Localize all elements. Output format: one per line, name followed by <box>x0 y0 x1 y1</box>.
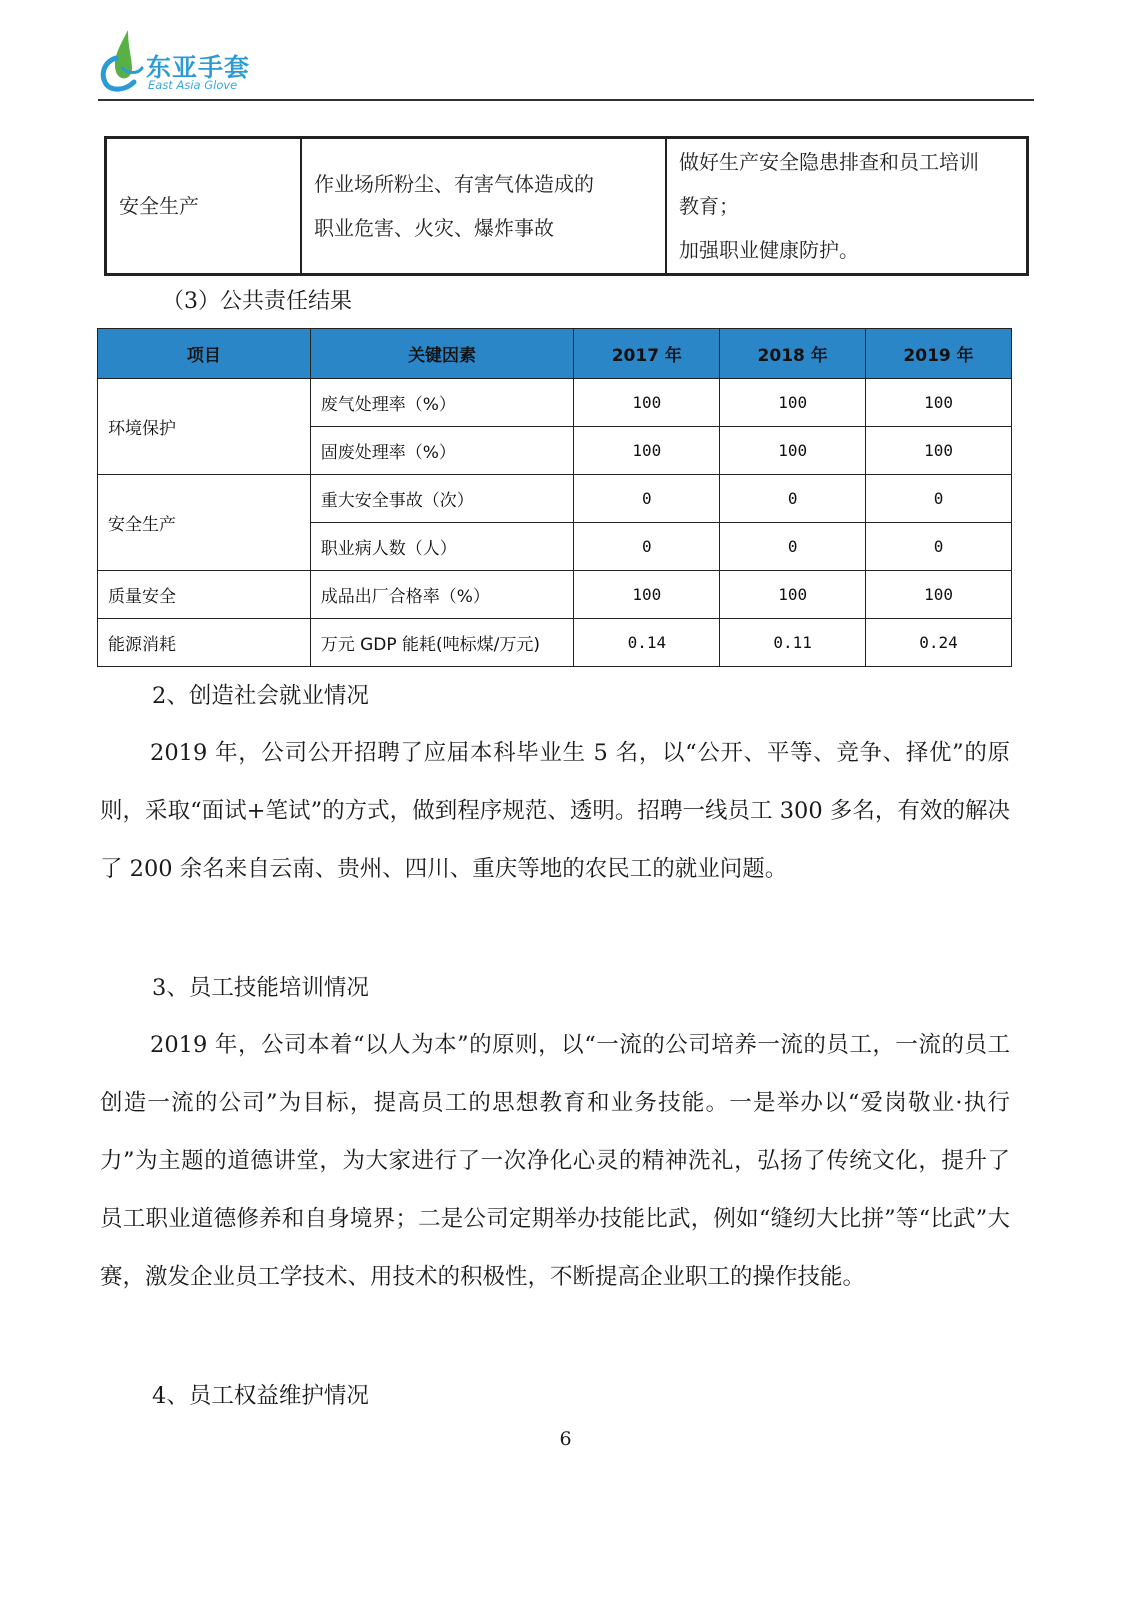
value-cell: 100 <box>574 571 720 619</box>
table-row <box>98 619 1012 667</box>
value-cell: 0 <box>720 475 866 523</box>
paragraph-text: 2019 年，公司公开招聘了应届本科毕业生 5 名，以“公开、平等、竞争、择优”的原则，采取“面试+笔试”的方式，做到程序规范、透明。招聘一线员工 300 多名，有效的解决了 200 余名来自云南、贵州、四川、重庆等地的农民工的就业问题。 <box>100 740 1010 882</box>
public-responsibility-results-table <box>97 328 1012 667</box>
value-cell: 0 <box>574 475 720 523</box>
risk-table <box>104 136 1029 276</box>
value-cell: 0.24 <box>866 619 1012 667</box>
column-header: 2017 年 <box>574 329 720 379</box>
section-heading: 3、员工技能培训情况 <box>152 975 369 1001</box>
value-cell: 100 <box>866 571 1012 619</box>
body-paragraph <box>100 724 1010 960</box>
measure-line: 加强职业健康防护。 <box>679 238 859 262</box>
body-paragraph <box>100 1016 1010 1366</box>
value-cell: 100 <box>574 379 720 427</box>
category-cell: 质量安全 <box>98 571 311 619</box>
category-cell: 安全生产 <box>98 475 311 571</box>
east-asia-glove-logo-icon <box>98 28 144 94</box>
logo-english-name: East Asia Glove <box>148 78 238 92</box>
value-cell: 100 <box>866 427 1012 475</box>
column-header: 关键因素 <box>310 329 574 379</box>
section-heading: 4、员工权益维护情况 <box>152 1383 369 1409</box>
factor-cell: 固废处理率（%） <box>310 427 574 475</box>
measure-line: 教育； <box>679 194 739 218</box>
factor-cell: 重大安全事故（次） <box>310 475 574 523</box>
category-cell: 能源消耗 <box>98 619 311 667</box>
logo-chinese-name: 东亚手套 <box>146 53 251 82</box>
section-heading: 2、创造社会就业情况 <box>152 683 369 709</box>
value-cell: 100 <box>720 571 866 619</box>
risk-measure-cell <box>666 138 1028 275</box>
value-cell: 0.14 <box>574 619 720 667</box>
results-title: （3）公共责任结果 <box>162 289 352 314</box>
risk-line: 职业危害、火灾、爆炸事故 <box>314 216 554 240</box>
value-cell: 100 <box>574 427 720 475</box>
table-header-row <box>98 329 1012 379</box>
value-cell: 0.11 <box>720 619 866 667</box>
measure-line: 做好生产安全隐患排查和员工培训 <box>679 150 979 174</box>
page-number: 6 <box>559 1428 572 1450</box>
column-header: 2019 年 <box>866 329 1012 379</box>
table-row <box>106 138 1028 275</box>
value-cell: 0 <box>866 523 1012 571</box>
value-cell: 0 <box>720 523 866 571</box>
value-cell: 0 <box>866 475 1012 523</box>
column-header: 项目 <box>98 329 311 379</box>
factor-cell: 万元 GDP 能耗(吨标煤/万元) <box>310 619 574 667</box>
value-cell: 100 <box>866 379 1012 427</box>
risk-description-cell <box>301 138 666 275</box>
risk-category-cell: 安全生产 <box>106 138 302 275</box>
factor-cell: 废气处理率（%） <box>310 379 574 427</box>
value-cell: 100 <box>720 427 866 475</box>
risk-line: 作业场所粉尘、有害气体造成的 <box>314 172 594 196</box>
table-row <box>98 571 1012 619</box>
table-row <box>98 379 1012 427</box>
factor-cell: 职业病人数（人） <box>310 523 574 571</box>
category-cell: 环境保护 <box>98 379 311 475</box>
header-divider <box>98 99 1034 101</box>
paragraph-text: 2019 年，公司本着“以人为本”的原则，以“一流的公司培养一流的员工，一流的员工创造一流的公司”为目标，提高员工的思想教育和业务技能。一是举办以“爱岗敬业·执行力”为主题的道德讲堂，为大家进行了一次净化心灵的精神洗礼，弘扬了传统文化，提升了员工职业道德修养和自身境界；二是公司定期举办技能比武，例如“缝纫大比拼”等“比武”大赛，激发企业员工学技术、用技术的积极性，不断提高企业职工的操作技能。 <box>100 1032 1010 1290</box>
value-cell: 0 <box>574 523 720 571</box>
factor-cell: 成品出厂合格率（%） <box>310 571 574 619</box>
value-cell: 100 <box>720 379 866 427</box>
page-header <box>98 22 1034 102</box>
column-header: 2018 年 <box>720 329 866 379</box>
table-row <box>98 475 1012 523</box>
